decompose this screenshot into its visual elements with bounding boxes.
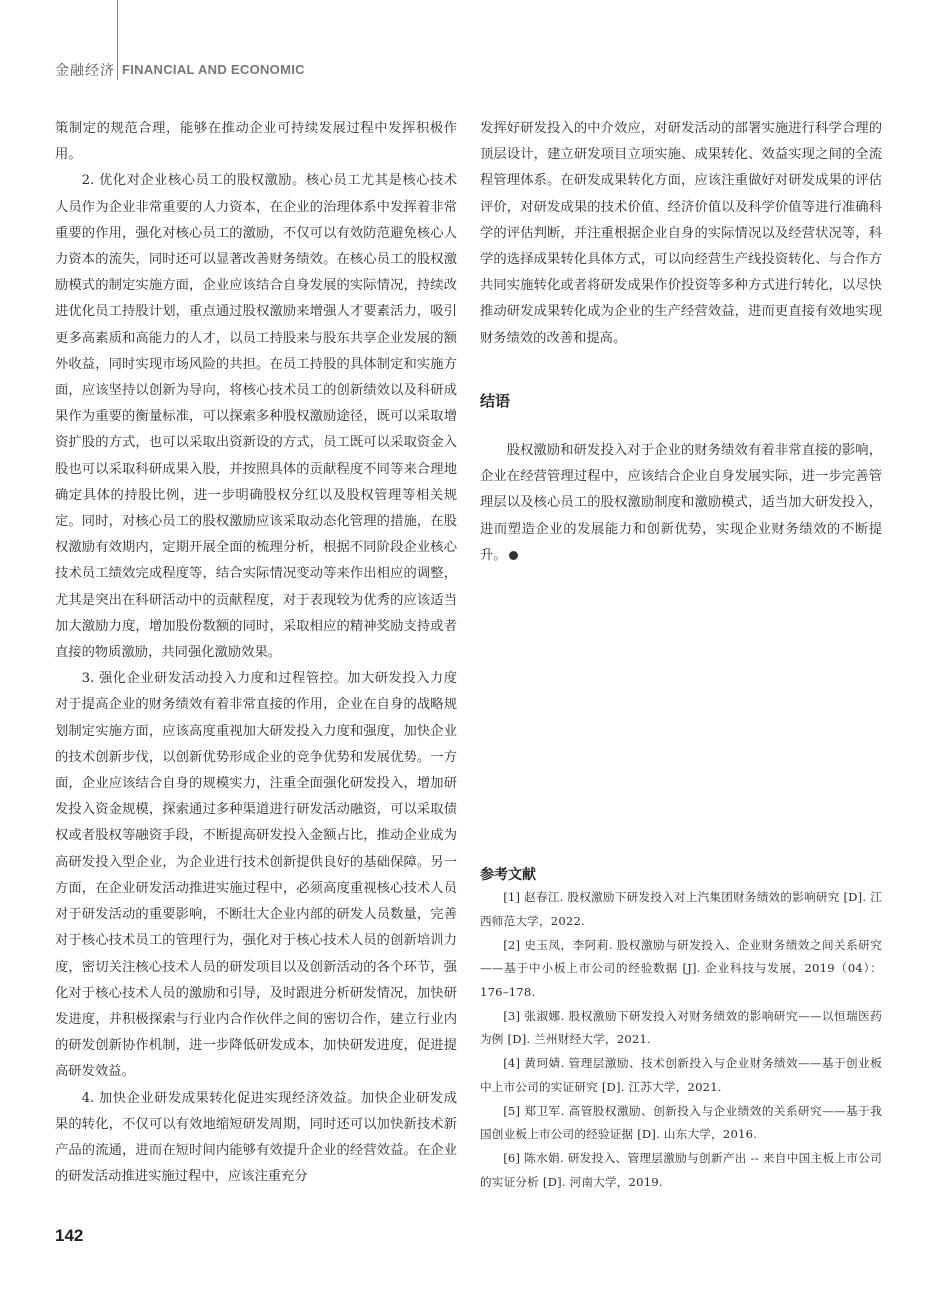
header-section-cn: 金融经济 <box>55 63 115 79</box>
conclusion-paragraph <box>480 438 882 569</box>
reference-item: [2] 史玉凤，李阿莉. 股权激励与研发投入、企业财务绩效之间关系研究——基于中小板上市公司的经验数据 [J]. 企业科技与发展，2019（04）：176–178. <box>480 937 882 999</box>
page-number: 142 <box>55 1226 84 1245</box>
references-list <box>480 886 882 1195</box>
left-column <box>55 116 457 1190</box>
references-heading: 参考文献 <box>480 867 536 883</box>
conclusion-text: 股权激励和研发投入对于企业的财务绩效有着非常直接的影响，企业在经营管理过程中，应该结合企业自身发展实际，进一步完善管理层以及核心员工的股权激励制度和激励模式，适当加大研发投入，进而塑造企业的发展能力和创新优势，实现企业财务绩效的不断提升。 <box>480 443 882 563</box>
conclusion-section <box>480 438 882 569</box>
end-mark-icon <box>509 551 518 560</box>
right-paragraph: 发挥好研发投入的中介效应，对研发活动的部署实施进行科学合理的顶层设计，建立研发项目立项实施、成果转化、效益实现之间的全流程管理体系。在研发成果转化方面，应该注重做好对研发成果的评估评价，对研发成果的技术价值、经济价值以及科学价值等进行准确科学的评估判断，并注重根据企业自身的实际情况以及经营状况等，科学的选择成果转化具体方式，可以向经营生产线投资转化、与合作方共同实施转化或者将研发成果作价投资等多种方式进行转化，以尽快推动研发成果转化成为企业的生产经营效益，进而更直接有效地实现财务绩效的改善和提高。 <box>480 121 882 346</box>
right-column <box>480 116 882 352</box>
reference-item: [4] 黄珂婧. 管理层激励、技术创新投入与企业财务绩效——基于创业板中上市公司的实证研究 [D]. 江苏大学，2021. <box>480 1056 882 1094</box>
reference-item: [1] 赵春江. 股权激励下研发投入对上汽集团财务绩效的影响研究 [D]. 江西师范大学，2022. <box>480 890 882 928</box>
left-paragraph: 4. 加快企业研发成果转化促进实现经济效益。加快企业研发成果的转化，不仅可以有效地缩短研发周期，同时还可以加快新技术新产品的流通，进而在短时间内能够有效提升企业的经营效益。在企业的研发活动推进实施过程中，应该注重充分 <box>55 1090 457 1185</box>
reference-item: [6] 陈水娟. 研发投入、管理层激励与创新产出 -- 来自中国主板上市公司的实证分析 [D]. 河南大学，2019. <box>480 1151 882 1189</box>
left-paragraph: 策制定的规范合理，能够在推动企业可持续发展过程中发挥积极作用。 <box>55 121 457 163</box>
left-paragraph: 2. 优化对企业核心员工的股权激励。核心员工尤其是核心技术人员作为企业非常重要的人力资本，在企业的治理体系中发挥着非常重要的作用，强化对核心员工的激励，不仅可以有效防范避免核心人力资本的流失，同时还可以显著改善财务绩效。在核心员工的股权激励模式的制定实施方面，企业应该结合自身发展的实际情况，持续改进优化员工持股计划，重点通过股权激励来增强人才要素活力，吸引更多高素质和高能力的人才，以员工持股来与股东共享企业发展的额外收益，同时实现市场风险的共担。在员工持股的具体制定和实施方面，应该坚持以创新为导向，将核心技术员工的创新绩效以及科研成果作为重要的衡量标准，可以探索多种股权激励途径，既可以采取增资扩股的方式，也可以采取出资新设的方式，员工既可以采取资金入股也可以采取科研成果入股，并按照具体的贡献程度不同等来合理地确定具体的持股比例，进一步明确股权分红以及股权管理等相关规定。同时，对核心员工的股权激励应该采取动态化管理的措施，在股权激励有效期内，定期开展全面的梳理分析，根据不同阶段企业核心技术员工绩效完成程度等，结合实际情况变动等来作出相应的调整，尤其是突出在科研活动中的贡献程度，对于表现较为优秀的应该适当加大激励力度，增加股份数额的同时，采取相应的精神奖励支持或者直接的物质激励，共同强化激励效果。 <box>55 173 457 661</box>
conclusion-heading: 结语 <box>480 392 511 410</box>
header-section-en: FINANCIAL AND ECONOMIC <box>122 62 305 77</box>
left-paragraph: 3. 强化企业研发活动投入力度和过程管控。加大研发投入力度对于提高企业的财务绩效有着非常直接的作用，企业在自身的战略规划制定实施方面，应该高度重视加大研发投入力度和强度，加快企业的技术创新步伐，以创新优势形成企业的竞争优势和发展优势。一方面，企业应该结合自身的规模实力，注重全面强化研发投入，增加研发投入资金规模，探索通过多种渠道进行研发活动融资，可以采取债权或者股权等融资手段，不断提高研发投入金额占比，推动企业成为高研发投入型企业，为企业进行技术创新提供良好的基础保障。另一方面，在企业研发活动推进实施过程中，必须高度重视核心技术人员对于研发活动的重要影响，不断壮大企业内部的研发人员数量，完善对于核心技术员工的管理行为，强化对于核心技术人员的创新培训力度，密切关注核心技术人员的研发项目以及创新活动的各个环节，强化对于核心技术人员的激励和引导，及时跟进分析研发情况，加快研发进度，并积极探索与行业内合作伙伴之间的密切合作，建立行业内的研发创新协作机制，进一步降低研发成本，加快研发进度，促进提高研发效益。 <box>55 671 457 1080</box>
reference-item: [5] 郑卫军. 高管股权激励、创新投入与企业绩效的关系研究——基于我国创业板上市公司的经验证据 [D]. 山东大学，2016. <box>480 1103 882 1141</box>
header-divider <box>117 0 118 80</box>
reference-item: [3] 张淑娜. 股权激励下研发投入对财务绩效的影响研究——以恒瑞医药为例 [D]. 兰州财经大学，2021. <box>480 1008 882 1046</box>
